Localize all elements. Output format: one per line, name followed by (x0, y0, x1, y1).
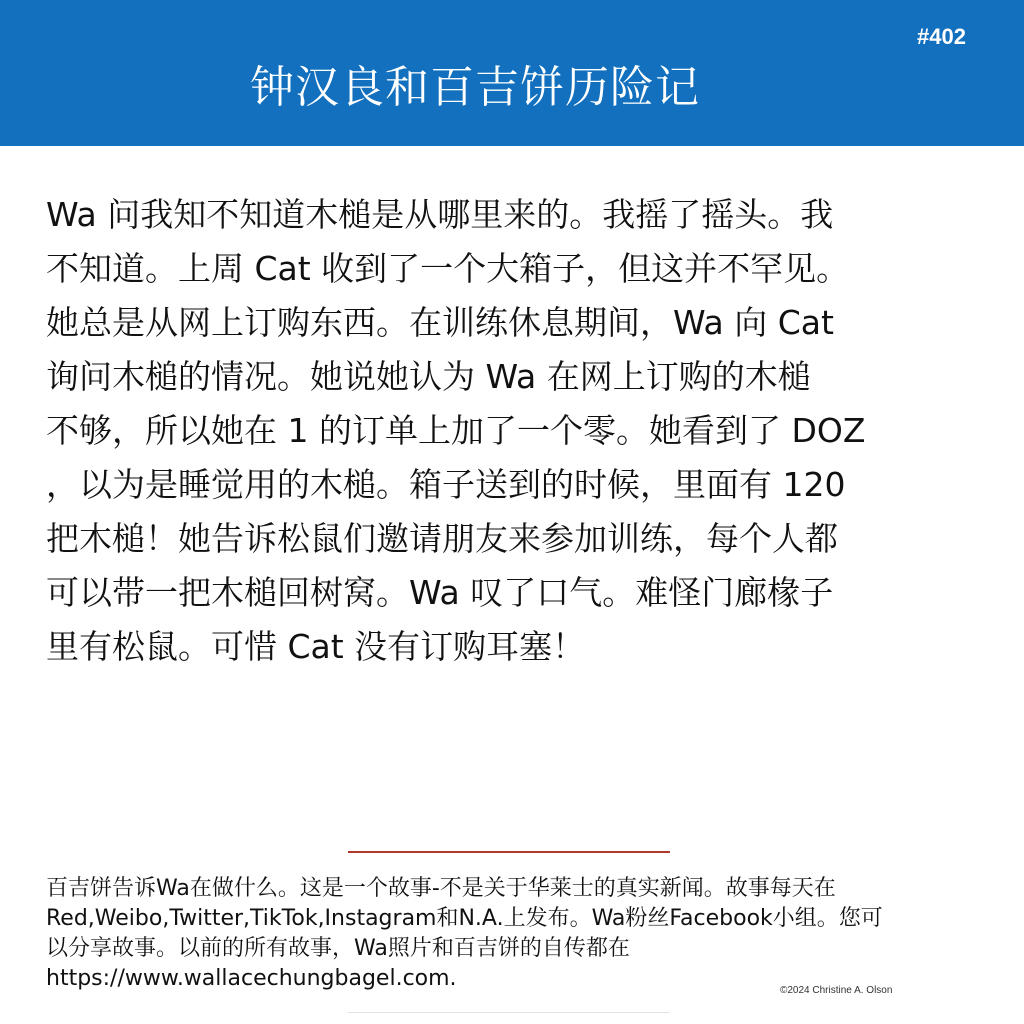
episode-number: #402 (917, 24, 966, 49)
header-banner (0, 0, 1024, 146)
story-text: Wa 问我知不知道木槌是从哪里来的。我摇了摇头。我 不知道。上周 Cat 收到了一个大箱子，但这并不罕见。 她总是从网上订购东西。在训练休息期间，Wa 向 Cat 询问木槌的情况。她说她认为 Wa 在网上订购的木槌 不够，所以她在 1 的订单上加了一个零。她看到了 DOZ ，以为是睡觉用的木槌。箱子送到的时候，里面有 120 把木槌！她告诉松鼠们邀请朋友来参加训练，每个人都 可以带一把木槌回树窝。Wa 叹了口气。难怪门廊椽子 里有松鼠。可惜 Cat 没有订购耳塞！ (46, 195, 866, 666)
copyright-notice: ©2024 Christine A. Olson (780, 985, 893, 996)
bottom-divider (348, 1012, 670, 1013)
divider-line (348, 851, 670, 853)
footer-note: 百吉饼告诉Wa在做什么。这是一个故事-不是关于华莱士的真实新闻。故事每天在 Red,Weibo,Twitter,TikTok,Instagram和N.A.上发布。Wa粉丝Facebook小组。您可 以分享故事。以前的所有故事，Wa照片和百吉饼的自传都在 https://www.wallacechungbagel.com. (46, 876, 883, 991)
page-title: 钟汉良和百吉饼历险记 (250, 62, 700, 113)
